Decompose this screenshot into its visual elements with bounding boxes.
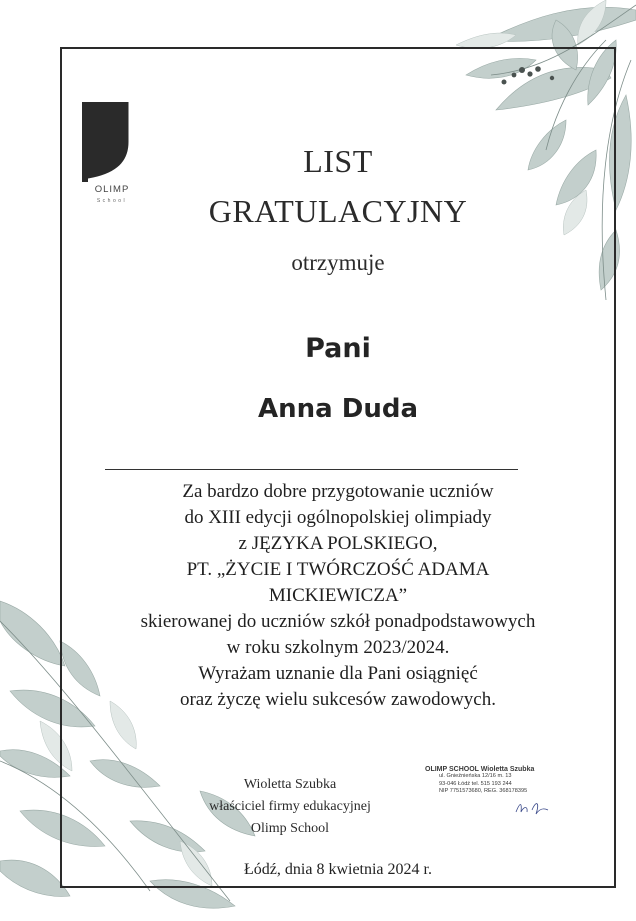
stamp-line-2: ul. Gnieźnieńska 12/16 m. 13 — [439, 773, 512, 779]
title-line-1: LIST — [303, 143, 373, 179]
title-line-3: otrzymuje — [291, 250, 385, 275]
body-line: MICKIEWICZA” — [268, 585, 408, 606]
body-line: PT. „ŻYCIE I TWÓRCZOŚĆ ADAMA — [186, 559, 490, 580]
signatory-role: właściciel firmy edukacyjnej — [209, 799, 371, 814]
recipient-salutation: Pani — [305, 333, 371, 364]
place-and-date: Łódź, dnia 8 kwietnia 2024 r. — [244, 861, 432, 878]
divider-line — [105, 469, 518, 470]
body-line: Za bardzo dobre przygotowanie uczniów — [182, 481, 494, 502]
body-line: w roku szkolnym 2023/2024. — [226, 637, 450, 658]
certificate-body — [60, 479, 616, 713]
signatory-company: Olimp School — [250, 821, 330, 836]
company-stamp — [425, 766, 585, 796]
stamp-line-1: OLIMP SCHOOL Wioletta Szubka — [425, 766, 535, 773]
handwritten-signature — [512, 798, 552, 818]
logo-name: OLIMP — [94, 184, 130, 195]
title-line-2: GRATULACYJNY — [208, 193, 468, 229]
body-line: Wyrażam uznanie dla Pani osiągnięć — [198, 663, 478, 684]
signatory-block — [175, 774, 405, 840]
signatory-name: Wioletta Szubka — [243, 777, 337, 792]
body-line: oraz życzę wielu sukcesów zawodowych. — [179, 689, 496, 710]
recipient-name: Anna Duda — [258, 394, 418, 424]
stamp-line-3: 93-046 Łódź tel. 515 193 244 — [439, 780, 512, 787]
logo-subtitle: School — [96, 198, 128, 204]
body-line: skierowanej do uczniów szkół ponadpodstawowych — [140, 611, 536, 632]
body-line: do XIII edycji ogólnopolskiej olimpiady — [184, 507, 492, 528]
stamp-line-4: NIP 7751573680, REG. 368178395 — [439, 788, 528, 794]
body-line: z JĘZYKA POLSKIEGO, — [238, 533, 438, 554]
